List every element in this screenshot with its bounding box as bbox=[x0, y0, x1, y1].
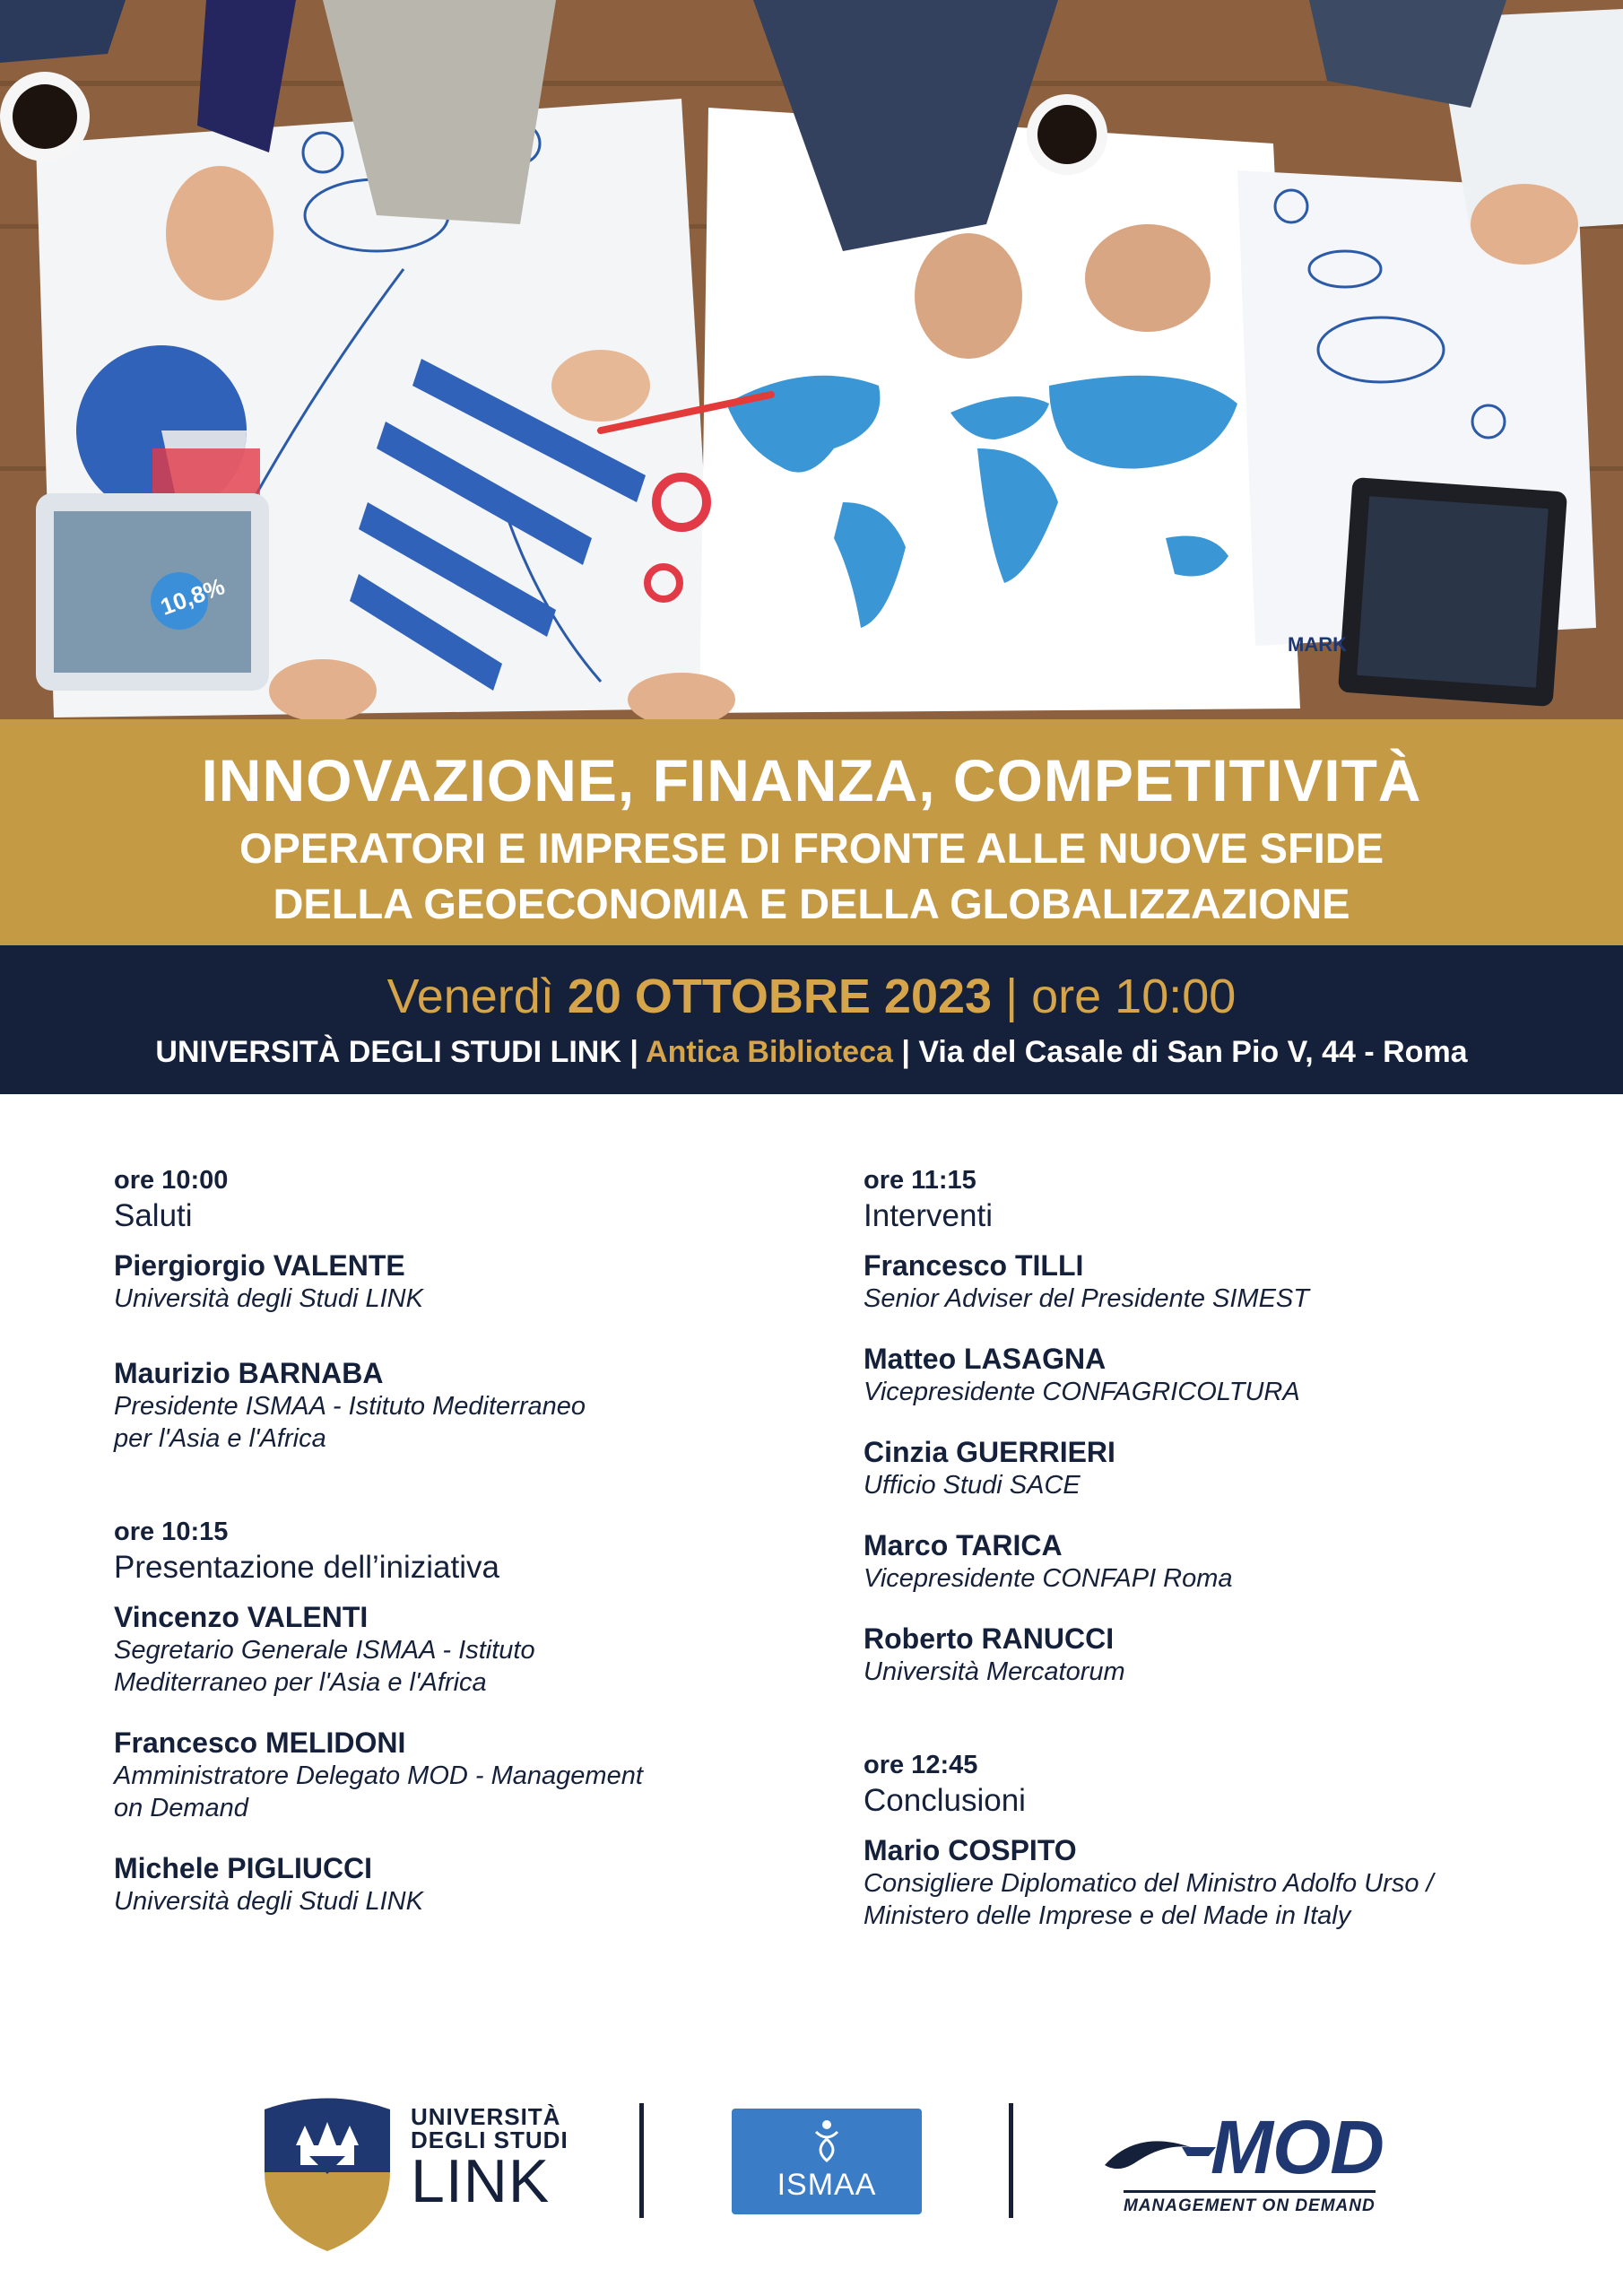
tablet-label: MARK bbox=[1288, 633, 1347, 656]
ismaa-logo bbox=[732, 2109, 922, 2214]
speaker-role: per l'Asia e l'Africa bbox=[114, 1424, 326, 1453]
program-left-column bbox=[114, 1164, 777, 1944]
session bbox=[114, 1516, 777, 1918]
venue-separator: | bbox=[901, 1035, 910, 1069]
speaker bbox=[864, 1248, 1581, 1315]
speaker bbox=[114, 1356, 777, 1455]
link-logo-line-1: UNIVERSITÀ bbox=[411, 2103, 561, 2130]
speaker bbox=[864, 1435, 1581, 1501]
logo-divider bbox=[639, 2103, 644, 2218]
pie-chart-label: 10,8% bbox=[156, 572, 229, 621]
session bbox=[864, 1164, 1581, 1688]
link-university-logo bbox=[411, 2103, 568, 2215]
speaker-role: Ufficio Studi SACE bbox=[864, 1471, 1081, 1500]
speaker-name: Roberto RANUCCI bbox=[864, 1622, 1115, 1655]
event-time: ore 10:00 bbox=[1031, 970, 1237, 1023]
event-venue-line bbox=[0, 1035, 1623, 1070]
event-day: Venerdì bbox=[386, 970, 554, 1023]
speaker-role: on Demand bbox=[114, 1794, 248, 1822]
session-time: ore 12:45 bbox=[864, 1751, 978, 1779]
date-separator: | bbox=[1005, 970, 1019, 1023]
session-title: Saluti bbox=[114, 1198, 193, 1233]
speaker-name: Francesco TILLI bbox=[864, 1249, 1084, 1282]
speaker-name: Matteo LASAGNA bbox=[864, 1343, 1107, 1375]
speaker-role: Ministero delle Imprese e del Made in Italy bbox=[864, 1901, 1351, 1930]
speaker-name: Maurizio BARNABA bbox=[114, 1357, 384, 1389]
logo-divider bbox=[1009, 2103, 1013, 2218]
speaker-role: Università degli Studi LINK bbox=[114, 1284, 423, 1313]
speaker-role: Vicepresidente CONFAGRICOLTURA bbox=[864, 1378, 1300, 1406]
speaker-role: Senior Adviser del Presidente SIMEST bbox=[864, 1284, 1309, 1313]
speaker bbox=[114, 1600, 777, 1699]
venue-university: UNIVERSITÀ DEGLI STUDI LINK bbox=[155, 1035, 621, 1069]
mod-swoosh-icon bbox=[1101, 2120, 1218, 2183]
ismaa-figure-icon bbox=[809, 2119, 845, 2166]
mod-logo-tagline: MANAGEMENT ON DEMAND bbox=[1124, 2190, 1376, 2216]
speaker bbox=[114, 1851, 777, 1918]
partner-logos bbox=[0, 2081, 1623, 2260]
speaker bbox=[114, 1248, 777, 1315]
session bbox=[864, 1749, 1581, 1932]
subtitle-line-1: OPERATORI E IMPRESE DI FRONTE ALLE NUOVE SFIDE bbox=[239, 824, 1384, 872]
session-title: Presentazione dell’iniziativa bbox=[114, 1550, 499, 1585]
title-band bbox=[0, 719, 1623, 945]
speaker-name: Cinzia GUERRIERI bbox=[864, 1436, 1115, 1468]
program-right-column bbox=[864, 1164, 1581, 1959]
speaker-role: Segretario Generale ISMAA - Istituto bbox=[114, 1636, 535, 1665]
speaker-role: Presidente ISMAA - Istituto Mediterraneo bbox=[114, 1392, 586, 1421]
ismaa-logo-text: ISMAA bbox=[777, 2168, 877, 2202]
link-logo-line-3: LINK bbox=[411, 2147, 551, 2215]
event-subtitle bbox=[0, 821, 1623, 932]
speaker bbox=[864, 1622, 1581, 1688]
event-title: INNOVAZIONE, FINANZA, COMPETITIVITÀ bbox=[201, 747, 1422, 813]
link-logo-line-2: DEGLI STUDI bbox=[411, 2126, 568, 2153]
speaker-name: Piergiorgio VALENTE bbox=[114, 1249, 405, 1282]
speaker bbox=[114, 1726, 777, 1824]
venue-room: Antica Biblioteca bbox=[646, 1035, 893, 1069]
speaker-role: Mediterraneo per l'Asia e l'Africa bbox=[114, 1668, 487, 1697]
spacer bbox=[864, 1715, 1581, 1749]
speaker-name: Marco TARICA bbox=[864, 1529, 1063, 1561]
speaker-name: Michele PIGLIUCCI bbox=[114, 1852, 373, 1884]
link-university-shield-icon bbox=[256, 2092, 399, 2253]
speaker-role: Università Mercatorum bbox=[864, 1657, 1125, 1686]
venue-separator: | bbox=[629, 1035, 638, 1069]
session-time: ore 10:00 bbox=[114, 1166, 229, 1195]
session-time: ore 10:15 bbox=[114, 1518, 229, 1546]
session-time: ore 11:15 bbox=[864, 1166, 976, 1195]
subtitle-line-2: DELLA GEOECONOMIA E DELLA GLOBALIZZAZIONE bbox=[273, 880, 1350, 927]
speaker-role: Amministratore Delegato MOD - Management bbox=[114, 1761, 643, 1790]
event-date-line bbox=[0, 969, 1623, 1024]
event-date: 20 OTTOBRE 2023 bbox=[567, 970, 993, 1023]
session-title: Interventi bbox=[864, 1198, 993, 1233]
venue-address: Via del Casale di San Pio V, 44 - Roma bbox=[918, 1035, 1468, 1069]
speaker-name: Francesco MELIDONI bbox=[114, 1726, 406, 1759]
session bbox=[114, 1164, 777, 1455]
speaker bbox=[864, 1833, 1581, 1932]
date-venue-band bbox=[0, 945, 1623, 1094]
speaker bbox=[864, 1342, 1581, 1408]
speaker-role: Consigliere Diplomatico del Ministro Adolfo Urso / bbox=[864, 1869, 1434, 1898]
speaker-name: Vincenzo VALENTI bbox=[114, 1601, 369, 1633]
speaker-role: Università degli Studi LINK bbox=[114, 1887, 423, 1916]
speaker-role: Vicepresidente CONFAPI Roma bbox=[864, 1564, 1233, 1593]
mod-logo-text: MOD bbox=[1211, 2105, 1384, 2189]
spacer bbox=[114, 1482, 777, 1516]
session-title: Conclusioni bbox=[864, 1783, 1026, 1818]
speaker bbox=[864, 1528, 1581, 1595]
hero-image bbox=[0, 0, 1623, 719]
speaker-name: Mario COSPITO bbox=[864, 1834, 1077, 1866]
